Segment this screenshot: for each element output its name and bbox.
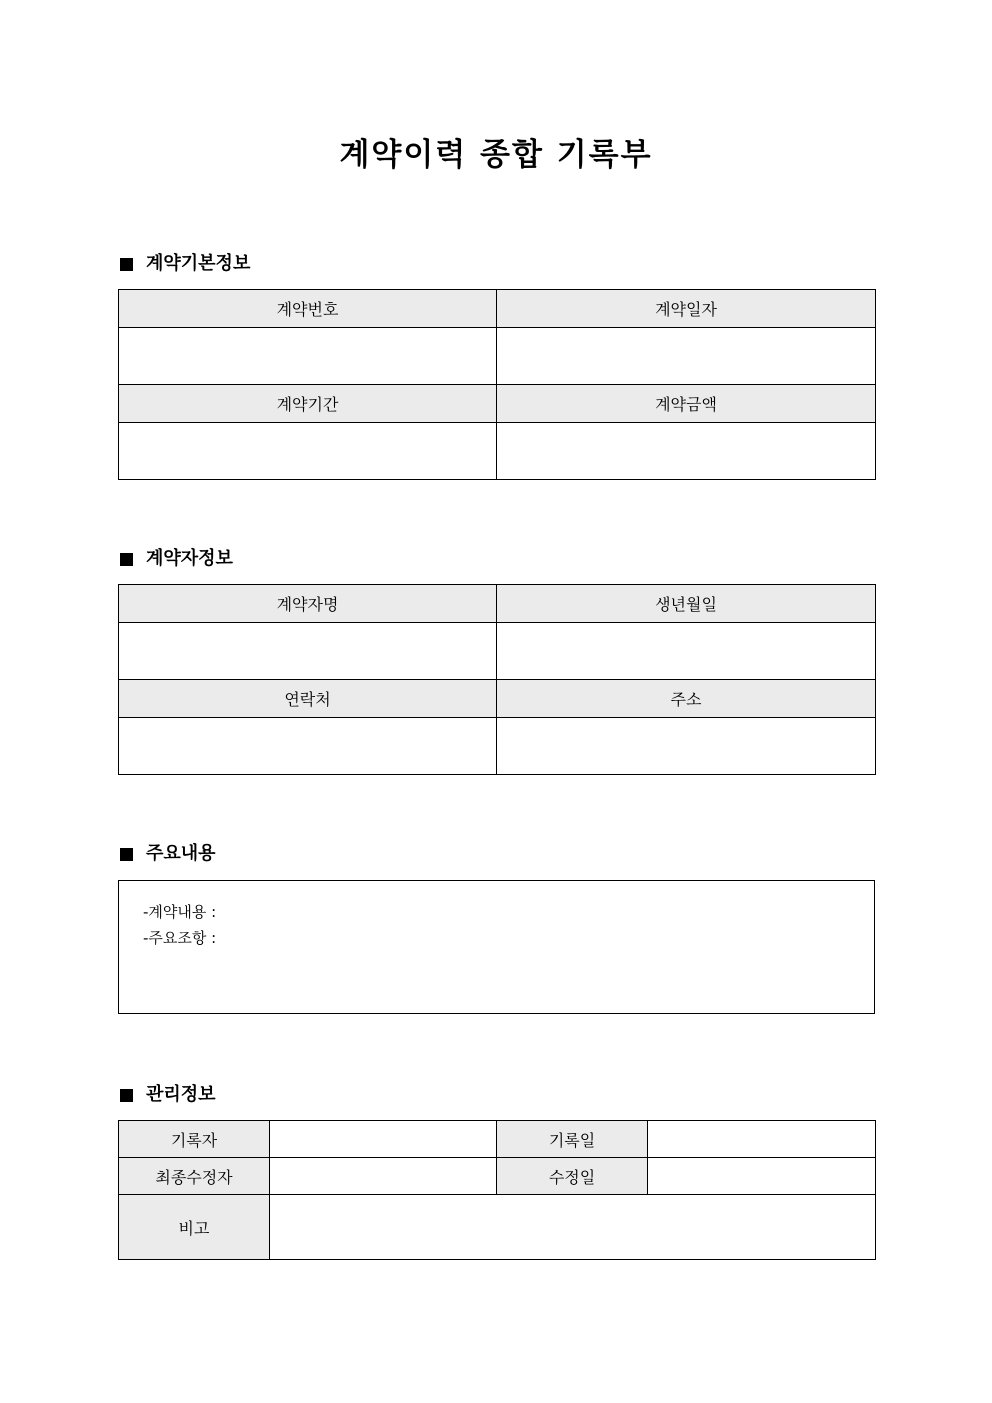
contract-amount-field[interactable] <box>497 423 876 480</box>
last-editor-label: 최종수정자 <box>119 1158 270 1195</box>
contract-date-label: 계약일자 <box>497 290 876 328</box>
recorder-label: 기록자 <box>119 1121 270 1158</box>
contract-amount-label: 계약금액 <box>497 385 876 423</box>
main-clause-line: -주요조항 : <box>143 929 217 947</box>
square-bullet-icon <box>120 848 133 861</box>
record-date-field[interactable] <box>648 1121 876 1158</box>
main-content-box[interactable] <box>118 880 875 1014</box>
section-heading-basic <box>120 252 250 276</box>
square-bullet-icon <box>120 1089 133 1102</box>
section-heading-content <box>120 842 216 866</box>
contract-number-label: 계약번호 <box>119 290 497 328</box>
remarks-label: 비고 <box>119 1195 270 1260</box>
contract-number-field[interactable] <box>119 328 497 385</box>
recorder-field[interactable] <box>270 1121 497 1158</box>
square-bullet-icon <box>120 258 133 271</box>
remarks-field[interactable] <box>270 1195 876 1260</box>
basic-info-table <box>118 289 876 480</box>
address-field[interactable] <box>497 718 876 775</box>
contract-period-label: 계약기간 <box>119 385 497 423</box>
contact-label: 연락처 <box>119 680 497 718</box>
section-heading-management <box>120 1083 216 1107</box>
birth-date-label: 생년월일 <box>497 585 876 623</box>
party-name-field[interactable] <box>119 623 497 680</box>
section-heading-party <box>120 547 233 571</box>
party-name-label: 계약자명 <box>119 585 497 623</box>
address-label: 주소 <box>497 680 876 718</box>
square-bullet-icon <box>120 553 133 566</box>
section-heading-content-label: 주요내용 <box>146 843 216 864</box>
edit-date-field[interactable] <box>648 1158 876 1195</box>
party-info-table <box>118 584 876 775</box>
contract-period-field[interactable] <box>119 423 497 480</box>
contract-content-line: -계약내용 : <box>143 903 217 921</box>
management-info-table <box>118 1120 876 1260</box>
birth-date-field[interactable] <box>497 623 876 680</box>
page-title: 계약이력 종합 기록부 <box>339 137 653 173</box>
record-date-label: 기록일 <box>497 1121 648 1158</box>
contract-date-field[interactable] <box>497 328 876 385</box>
contact-field[interactable] <box>119 718 497 775</box>
last-editor-field[interactable] <box>270 1158 497 1195</box>
section-heading-party-label: 계약자정보 <box>146 548 233 569</box>
edit-date-label: 수정일 <box>497 1158 648 1195</box>
section-heading-management-label: 관리정보 <box>146 1084 216 1105</box>
section-heading-basic-label: 계약기본정보 <box>146 253 251 274</box>
